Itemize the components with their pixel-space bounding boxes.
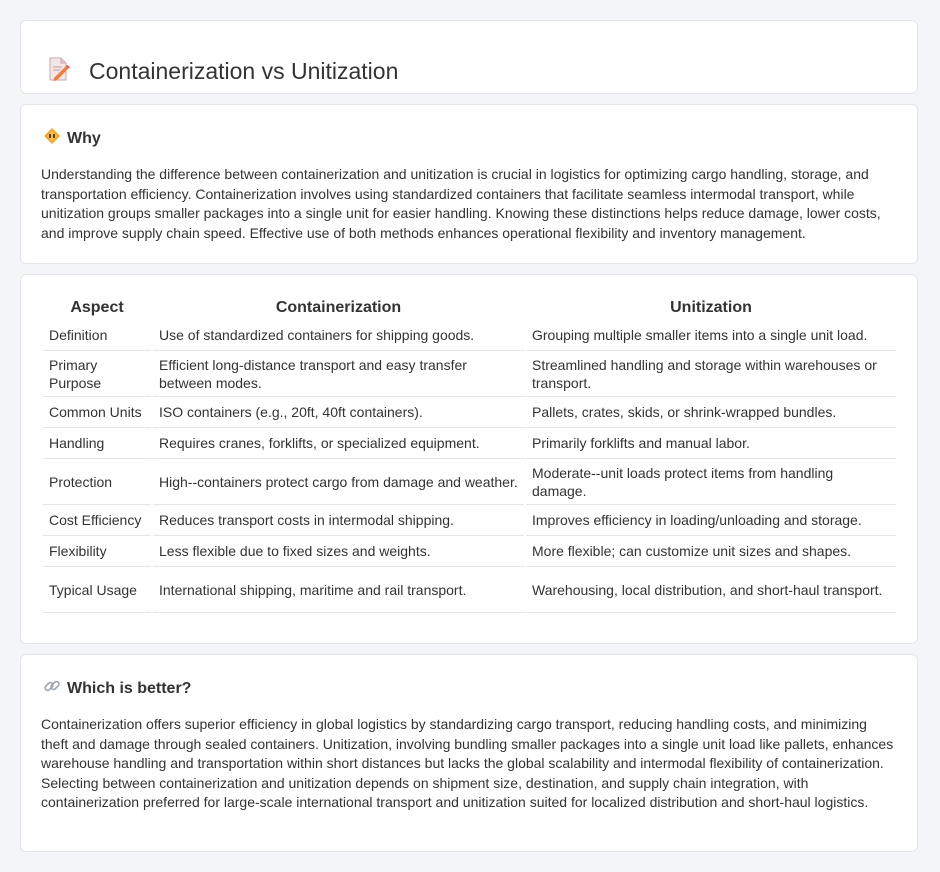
table-row [43, 428, 896, 459]
aspect-cell: Protection [43, 459, 151, 505]
unitization-cell: Warehousing, local distribution, and short-haul transport. [526, 567, 896, 613]
header-containerization: Containerization [275, 299, 402, 316]
table-row [43, 320, 896, 351]
link-chain-icon [43, 677, 61, 700]
table-row [43, 459, 896, 505]
table-row [43, 351, 896, 397]
table-row [43, 397, 896, 428]
which-is-better-section [20, 654, 918, 852]
aspect-cell: Primary Purpose [43, 351, 151, 397]
table-row [43, 505, 896, 536]
why-section [20, 104, 918, 264]
unitization-cell: Pallets, crates, skids, or shrink-wrapped bundles. [526, 397, 896, 428]
containerization-cell: Less flexible due to fixed sizes and weights. [153, 536, 524, 567]
why-text: Understanding the difference between containerization and unitization is crucial in logistics for optimizing cargo handling, storage, and transportation efficiency. Containerization involves using standardized containers that facilitate seamless intermodal transport, while unitization groups smaller packages into a single unit for easier handling. Knowing these distinctions helps reduce damage, lower costs, and improve supply chain speed. Effective use of both methods enhances operational flexibility and inventory management. [41, 166, 881, 241]
title-row [45, 43, 398, 101]
table-row [43, 536, 896, 567]
unitization-cell: Improves efficiency in loading/unloading and storage. [526, 505, 896, 536]
warning-diamond-icon [43, 127, 61, 150]
containerization-cell: High--containers protect cargo from damage and weather. [153, 459, 524, 505]
aspect-cell: Common Units [43, 397, 151, 428]
table-row [43, 567, 896, 613]
aspect-cell: Handling [43, 428, 151, 459]
unitization-cell: Moderate--unit loads protect items from handling damage. [526, 459, 896, 505]
containerization-cell: International shipping, maritime and rail transport. [153, 567, 524, 613]
containerization-cell: Use of standardized containers for shipping goods. [153, 320, 524, 351]
title-card [20, 20, 918, 94]
unitization-cell: Streamlined handling and storage within warehouses or transport. [526, 351, 896, 397]
containerization-cell: Reduces transport costs in intermodal shipping. [153, 505, 524, 536]
containerization-cell: Efficient long-distance transport and easy transfer between modes. [153, 351, 524, 397]
page-title: Containerization vs Unitization [89, 58, 399, 85]
aspect-cell: Typical Usage [43, 567, 151, 613]
unitization-cell: Primarily forklifts and manual labor. [526, 428, 896, 459]
header-unitization: Unitization [670, 299, 752, 316]
unitization-cell: More flexible; can customize unit sizes and shapes. [526, 536, 896, 567]
containerization-cell: ISO containers (e.g., 20ft, 40ft containers). [153, 397, 524, 428]
better-heading: Which is better? [67, 679, 192, 697]
document-pencil-icon [45, 56, 71, 87]
why-heading-row [43, 127, 101, 150]
comparison-card [20, 274, 918, 644]
table-header-row [43, 295, 896, 320]
aspect-cell: Definition [43, 320, 151, 351]
better-heading-row [43, 677, 191, 700]
aspect-cell: Cost Efficiency [43, 505, 151, 536]
comparison-table [41, 295, 898, 613]
why-heading: Why [67, 129, 101, 147]
unitization-cell: Grouping multiple smaller items into a single unit load. [526, 320, 896, 351]
header-aspect: Aspect [70, 299, 124, 316]
better-text: Containerization offers superior efficiency in global logistics by standardizing cargo transport, reducing handling costs, and minimizing theft and damage through sealed containers. Unitization, involving bundling smaller packages into a single unit load like pallets, enhances warehouse handling and transportation within short distances but lacks the global scalability and intermodal flexibility of containerization. Selecting between containerization and unitization depends on shipment size, destination, and supply chain integration, with containerization preferred for large-scale international transport and unitization suited for localized distribution and short-haul logistics. [41, 716, 894, 810]
containerization-cell: Requires cranes, forklifts, or specialized equipment. [153, 428, 524, 459]
aspect-cell: Flexibility [43, 536, 151, 567]
